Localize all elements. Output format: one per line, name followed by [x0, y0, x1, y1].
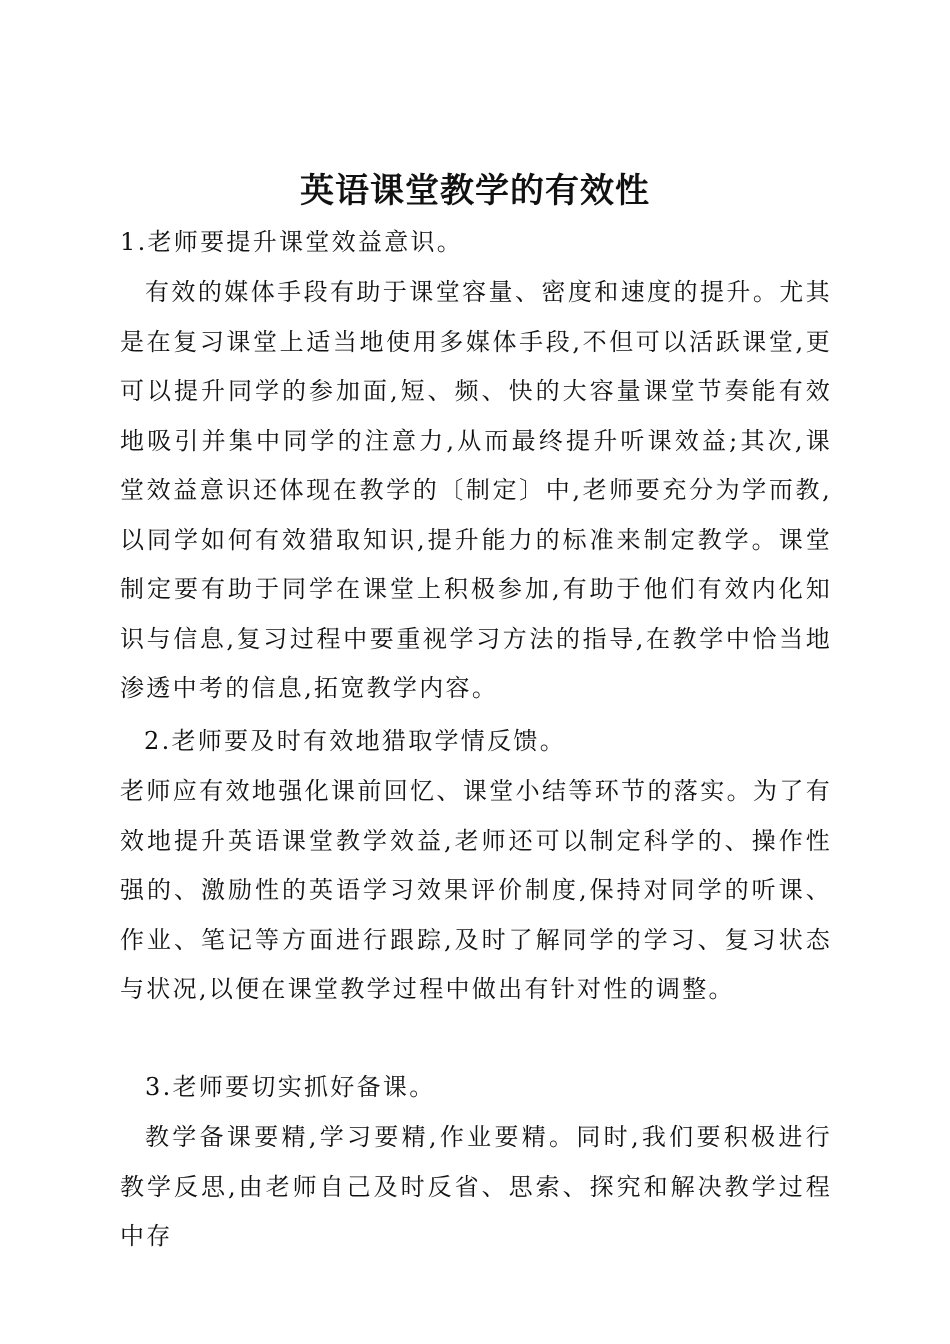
section-paragraph-1: 有效的媒体手段有助于课堂容量、密度和速度的提升。尤其是在复习课堂上适当地使用多媒体手段,不但可以活跃课堂,更可以提升同学的参加面,短、频、快的大容量课堂节奏能有效地吸引并集中同学的注意力,从而最终提升听课效益;其次,课堂效益意识还体现在教学的〔制定〕中,老师要充分为学而教,以同学如何有效猎取知识,提升能力的标准来制定教学。课堂制定要有助于同学在课堂上积极参加,有助于他们有效内化知识与信息,复习过程中要重视学习方法的指导,在教学中恰当地渗透中考的信息,拓宽教学内容。	[120, 278, 832, 702]
section-heading-3: 3.老师要切实抓好备课。	[145, 1073, 436, 1101]
section-paragraph-3: 教学备课要精,学习要精,作业要精。同时,我们要积极进行教学反思,由老师自己及时反省、思索、探究和解决教学过程中存	[120, 1123, 832, 1250]
section-heading-1: 1.老师要提升课堂效益意识。	[120, 228, 464, 256]
section-paragraph-2: 老师应有效地强化课前回忆、课堂小结等环节的落实。为了有效地提升英语课堂教学效益,老师还可以制定科学的、操作性强的、激励性的英语学习效果评价制度,保持对同学的听课、作业、笔记等方面进行跟踪,及时了解同学的学习、复习状态与状况,以便在课堂教学过程中做出有针对性的调整。	[120, 777, 832, 1003]
section-heading-2: 2.老师要及时有效地猎取学情反馈。	[144, 727, 566, 755]
document-title: 英语课堂教学的有效性	[300, 170, 650, 211]
